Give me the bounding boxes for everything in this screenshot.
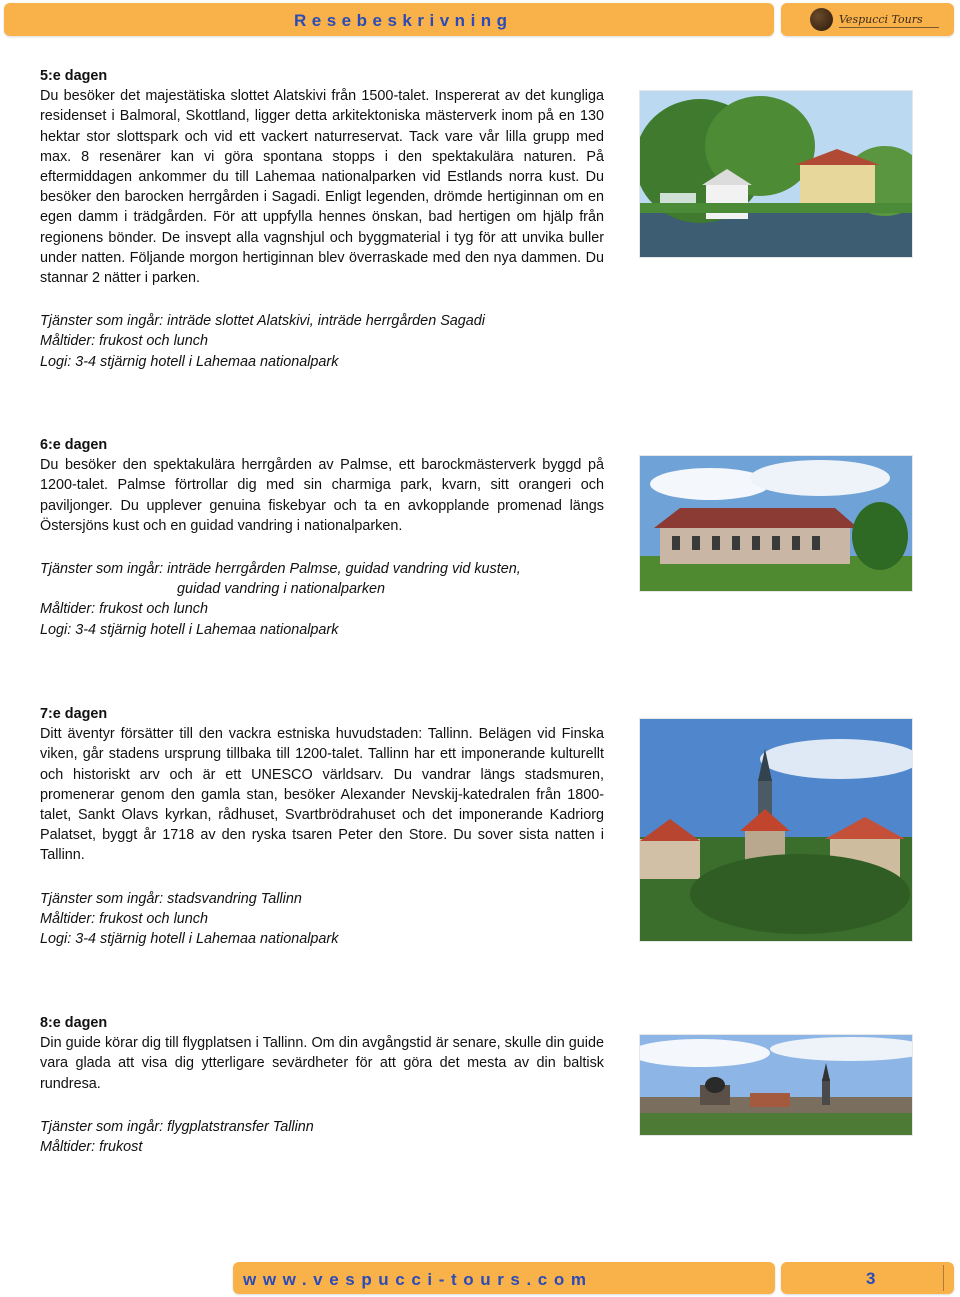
services-included-continued: guidad vandring i nationalparken bbox=[177, 581, 386, 598]
globe-icon bbox=[810, 8, 833, 31]
header-bar bbox=[4, 3, 774, 36]
services-included: Tjänster som ingår: inträde herrgården Palmse, guidad vandring vid kusten, bbox=[40, 561, 521, 578]
meals: Måltider: frukost och lunch bbox=[40, 601, 208, 618]
lodging: Logi: 3-4 stjärnig hotell i Lahemaa nationalpark bbox=[40, 931, 339, 948]
lodging: Logi: 3-4 stjärnig hotell i Lahemaa nationalpark bbox=[40, 621, 339, 638]
services-included: Tjänster som ingår: stadsvandring Tallinn bbox=[40, 890, 302, 907]
day-description: Din guide körar dig till flygplatsen i Tallinn. Om din avgångstid är senare, skulle din guide vara glada att visa dig ytterligare sevärdheter för att göra det mesta av din baltisk rundresa. bbox=[40, 1035, 604, 1092]
day-services bbox=[40, 889, 604, 950]
day-7-section bbox=[40, 704, 604, 949]
photo-alatskivi-park bbox=[639, 90, 913, 258]
meals: Måltider: frukost och lunch bbox=[40, 910, 208, 927]
services-included: Tjänster som ingår: inträde slottet Alatskivi, inträde herrgården Sagadi bbox=[40, 313, 485, 330]
meals: Måltider: frukost och lunch bbox=[40, 333, 208, 350]
services-included: Tjänster som ingår: flygplatstransfer Tallinn bbox=[40, 1118, 314, 1135]
document-title: Resebeskrivning bbox=[294, 11, 513, 30]
logo-text: Vespucci Tours bbox=[839, 13, 923, 26]
logo bbox=[781, 3, 954, 36]
day-services bbox=[40, 559, 604, 640]
day-title: 8:e dagen bbox=[40, 1015, 108, 1031]
day-description: Ditt äventyr försätter till den vackra estniska huvudstaden: Tallinn. Belägen vid Finska viken, går stadens ursprung tillbaka till 1200-talet. Tallinn har ett imponerande kulturellt och historiskt arv och är ett UNESCO världsarv. Du vandrar längs stadsmuren, promenerar genom den gamla stan, besöker Alexander Nevskij-katedralen från 1800-talet, Sankt Olavs kyrkan, rådhuset, Svartbrödrahuset och det imponerande Kadriorg Palatset, byggt år 1718 av den ryska tsaren Peter den Store. Du sover sista natten i Tallinn. bbox=[40, 726, 604, 864]
day-services bbox=[40, 311, 604, 372]
footer-bar bbox=[233, 1262, 775, 1294]
day-description: Du besöker det majestätiska slottet Alatskivi från 1500-talet. Inspererat av det kungliga residenset i Balmoral, Skottland, ligger detta arkitektoniska mästerverk inom på en 130 hektar stor slottspark och vid ett vackert naturreservat. Tack vare vår lilla grupp med max. 8 resenärer kan vi göra spontana stopps i den spektakulära naturen. På eftermiddagen ankommer du till Lahemaa nationalparken vid Estlands norra kust. Du besöker den barocken herrgården i Sagadi. Enligt legenden, drömde hertiginnan om en egen damm i trädgården. För att uppfylla hennes önskan, bad hertigen om hjälp från regionens bönder. De insvept alla vagnshjul och byggmaterial i tyg för att unvika buller under natten. Följande morgon hertiginnan blev överraskade med den nya dammen. Du stannar 2 nätter i parken. bbox=[40, 88, 604, 287]
meals: Måltider: frukost bbox=[40, 1139, 143, 1156]
website-url[interactable]: www.vespucci-tours.com bbox=[243, 1270, 593, 1289]
day-title: 5:e dagen bbox=[40, 68, 108, 84]
day-8-section bbox=[40, 1013, 604, 1157]
day-services bbox=[40, 1117, 604, 1157]
day-6-section bbox=[40, 435, 604, 640]
photo-tallinn-old-town bbox=[639, 718, 913, 942]
photo-palmse-manor bbox=[639, 455, 913, 592]
day-5-section bbox=[40, 66, 604, 372]
day-title: 6:e dagen bbox=[40, 437, 108, 453]
lodging: Logi: 3-4 stjärnig hotell i Lahemaa nationalpark bbox=[40, 353, 339, 370]
day-description: Du besöker den spektakulära herrgården av Palmse, ett barockmästerverk byggd på 1200-talet. Palmse förtrollar dig med sin charmiga park, kvarn, sitt orangeri och paviljonger. Du upplever genuina fiskebyar och ta en avkopplande promenad längs Östersjöns kust och en guidad vandring i nationalparken. bbox=[40, 457, 604, 534]
page-number-box bbox=[781, 1262, 954, 1294]
day-title: 7:e dagen bbox=[40, 706, 108, 722]
page-number: 3 bbox=[866, 1269, 876, 1288]
photo-tallinn-panorama bbox=[639, 1034, 913, 1136]
